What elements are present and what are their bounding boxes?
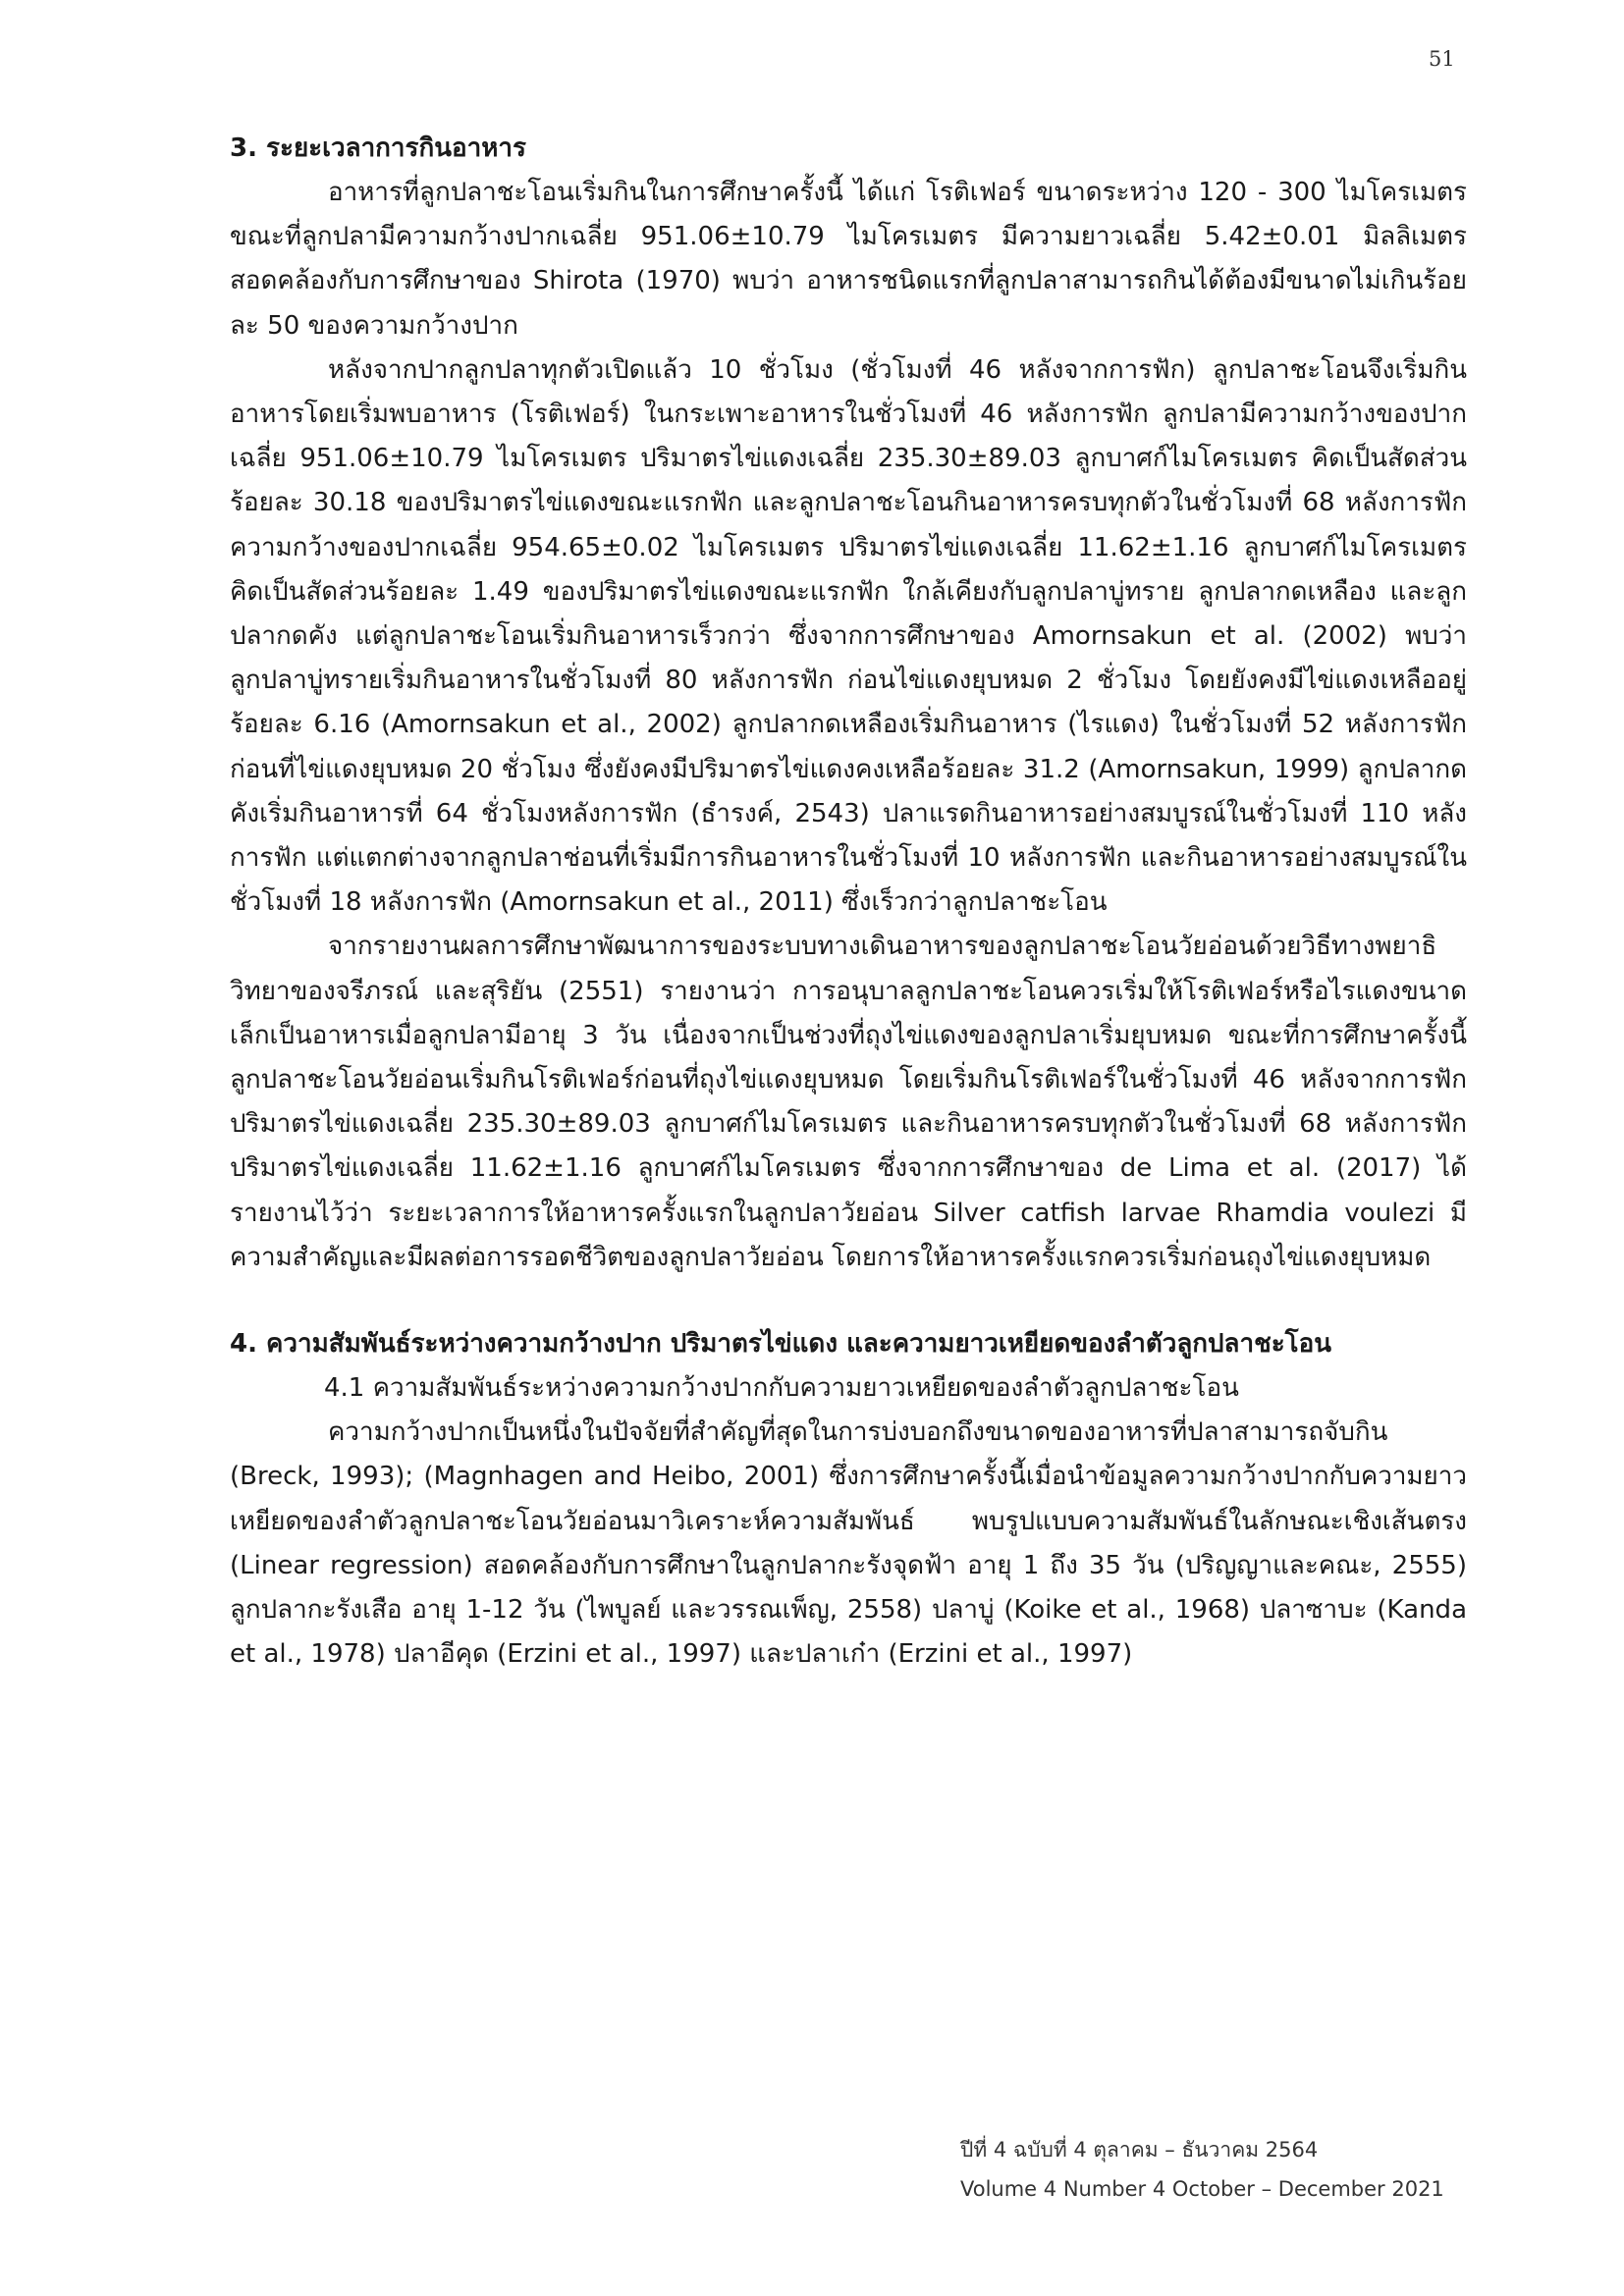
section-3-paragraph-3: จากรายงานผลการศึกษาพัฒนาการของระบบทางเดินอาหารของลูกปลาชะโอนวัยอ่อนด้วยวิธีทางพยาธิวิทยาของจรีภรณ์ และสุริยัน (2551) รายงานว่า การอนุบาลลูกปลาชะโอนควรเริ่มให้โรติเฟอร์หรือไรแดงขนาดเล็กเป็นอาหารเมื่อลูกปลามีอายุ 3 วัน เนื่องจากเป็นช่วงที่ถุงไข่แดงของลูกปลาเริ่มยุบหมด ขณะที่การศึกษาครั้งนี้ ลูกปลาชะโอนวัยอ่อนเริ่มกินโรติเฟอร์ก่อนที่ถุงไข่แดงยุบหมด โดยเริ่มกินโรติเฟอร์ในชั่วโมงที่ 46 หลังจากการฟัก ปริมาตรไข่แดงเฉลี่ย 235.30±89.03 ลูกบาศก์ไมโครเมตร และกินอาหารครบทุกตัวในชั่วโมงที่ 68 หลังการฟัก ปริมาตรไข่แดงเฉลี่ย 11.62±1.16 ลูกบาศก์ไมโครเมตร ซึ่งจากการศึกษาของ de Lima et al. (2017) ได้รายงานไว้ว่า ระยะเวลาการให้อาหารครั้งแรกในลูกปลาวัยอ่อน Silver catfish larvae Rhamdia voulezi มีความสำคัญและมีผลต่อการรอดชีวิตของลูกปลาวัยอ่อน โดยการให้อาหารครั้งแรกควรเริ่มก่อนถุงไข่แดงยุบหมด [230,932,1467,1272]
section-3-heading: 3. ระยะเวลาการกินอาหาร [230,133,526,163]
section-4-paragraph-1: ความกว้างปากเป็นหนึ่งในปัจจัยที่สำคัญที่สุดในการบ่งบอกถึงขนาดของอาหารที่ปลาสามารถจับกิน (Breck, 1993); (Magnhagen and Heibo, 2001) ซึ่งการศึกษาครั้งนี้เมื่อนำข้อมูลความกว้างปากกับความยาวเหยียดของลำตัวลูกปลาชะโอนวัยอ่อนมาวิเคราะห์ความสัมพันธ์ พบรูปแบบความสัมพันธ์ในลักษณะเชิงเส้นตรง (Linear regression) สอดคล้องกับการศึกษาในลูกปลากะรังจุดฟ้า อายุ 1 ถึง 35 วัน (ปริญญาและคณะ, 2555) ลูกปลากะรังเสือ อายุ 1-12 วัน (ไพบูลย์ และวรรณเพ็ญ, 2558) ปลาบู่ (Koike et al., 1968) ปลาซาบะ (Kanda et al., 1978) ปลาอีคุด (Erzini et al., 1997) และปลาเก๋า (Erzini et al., 1997) [230,1417,1467,1670]
page-number: 51 [1429,47,1455,71]
section-3-paragraph-2: หลังจากปากลูกปลาทุกตัวเปิดแล้ว 10 ชั่วโมง (ชั่วโมงที่ 46 หลังจากการฟัก) ลูกปลาชะโอนจึงเริ่มกินอาหารโดยเริ่มพบอาหาร (โรติเฟอร์) ในกระเพาะอาหารในชั่วโมงที่ 46 หลังการฟัก ลูกปลามีความกว้างของปากเฉลี่ย 951.06±10.79 ไมโครเมตร ปริมาตรไข่แดงเฉลี่ย 235.30±89.03 ลูกบาศก์ไมโครเมตร คิดเป็นสัดส่วนร้อยละ 30.18 ของปริมาตรไข่แดงขณะแรกฟัก และลูกปลาชะโอนกินอาหารครบทุกตัวในชั่วโมงที่ 68 หลังการฟัก ความกว้างของปากเฉลี่ย 954.65±0.02 ไมโครเมตร ปริมาตรไข่แดงเฉลี่ย 11.62±1.16 ลูกบาศก์ไมโครเมตร คิดเป็นสัดส่วนร้อยละ 1.49 ของปริมาตรไข่แดงขณะแรกฟัก ใกล้เคียงกับลูกปลาบู่ทราย ลูกปลากดเหลือง และลูกปลากดคัง แต่ลูกปลาชะโอนเริ่มกินอาหารเร็วกว่า ซึ่งจากการศึกษาของ Amornsakun et al. (2002) พบว่า ลูกปลาบู่ทรายเริ่มกินอาหารในชั่วโมงที่ 80 หลังการฟัก ก่อนไข่แดงยุบหมด 2 ชั่วโมง โดยยังคงมีไข่แดงเหลืออยู่ร้อยละ 6.16 (Amornsakun et al., 2002) ลูกปลากดเหลืองเริ่มกินอาหาร (ไรแดง) ในชั่วโมงที่ 52 หลังการฟัก ก่อนที่ไข่แดงยุบหมด 20 ชั่วโมง ซึ่งยังคงมีปริมาตรไข่แดงคงเหลือร้อยละ 31.2 (Amornsakun, 1999) ลูกปลากดคังเริ่มกินอาหารที่ 64 ชั่วโมงหลังการฟัก (ธำรงค์, 2543) ปลาแรดกินอาหารอย่างสมบูรณ์ในชั่วโมงที่ 110 หลังการฟัก แต่แตกต่างจากลูกปลาช่อนที่เริ่มมีการกินอาหารในชั่วโมงที่ 10 หลังการฟัก และกินอาหารอย่างสมบูรณ์ในชั่วโมงที่ 18 หลังการฟัก (Amornsakun et al., 2011) ซึ่งเร็วกว่าลูกปลาชะโอน [230,354,1467,918]
section-4-1-subheading: 4.1 ความสัมพันธ์ระหว่างความกว้างปากกับความยาวเหยียดของลำตัวลูกปลาชะโอน [324,1373,1239,1404]
section-4-heading: 4. ความสัมพันธ์ระหว่างความกว้างปาก ปริมาตรไข่แดง และความยาวเหยียดของลำตัวลูกปลาชะโอน [230,1329,1332,1360]
footer-english-issue: Volume 4 Number 4 October – December 2021 [960,2177,1444,2201]
journal-footer [960,2130,1444,2209]
footer-thai-issue: ปีที่ 4 ฉบับที่ 4 ตุลาคม – ธันวาคม 2564 [960,2138,1319,2162]
section-spacer [230,1280,1467,1321]
article-body [230,126,1467,1678]
section-3-paragraph-1: อาหารที่ลูกปลาชะโอนเริ่มกินในการศึกษาครั้งนี้ ได้แก่ โรติเฟอร์ ขนาดระหว่าง 120 - 300 ไมโครเมตร ขณะที่ลูกปลามีความกว้างปากเฉลี่ย 951.06±10.79 ไมโครเมตร มีความยาวเฉลี่ย 5.42±0.01 มิลลิเมตร สอดคล้องกับการศึกษาของ Shirota (1970) พบว่า อาหารชนิดแรกที่ลูกปลาสามารถกินได้ต้องมีขนาดไม่เกินร้อยละ 50 ของความกว้างปาก [230,178,1467,341]
